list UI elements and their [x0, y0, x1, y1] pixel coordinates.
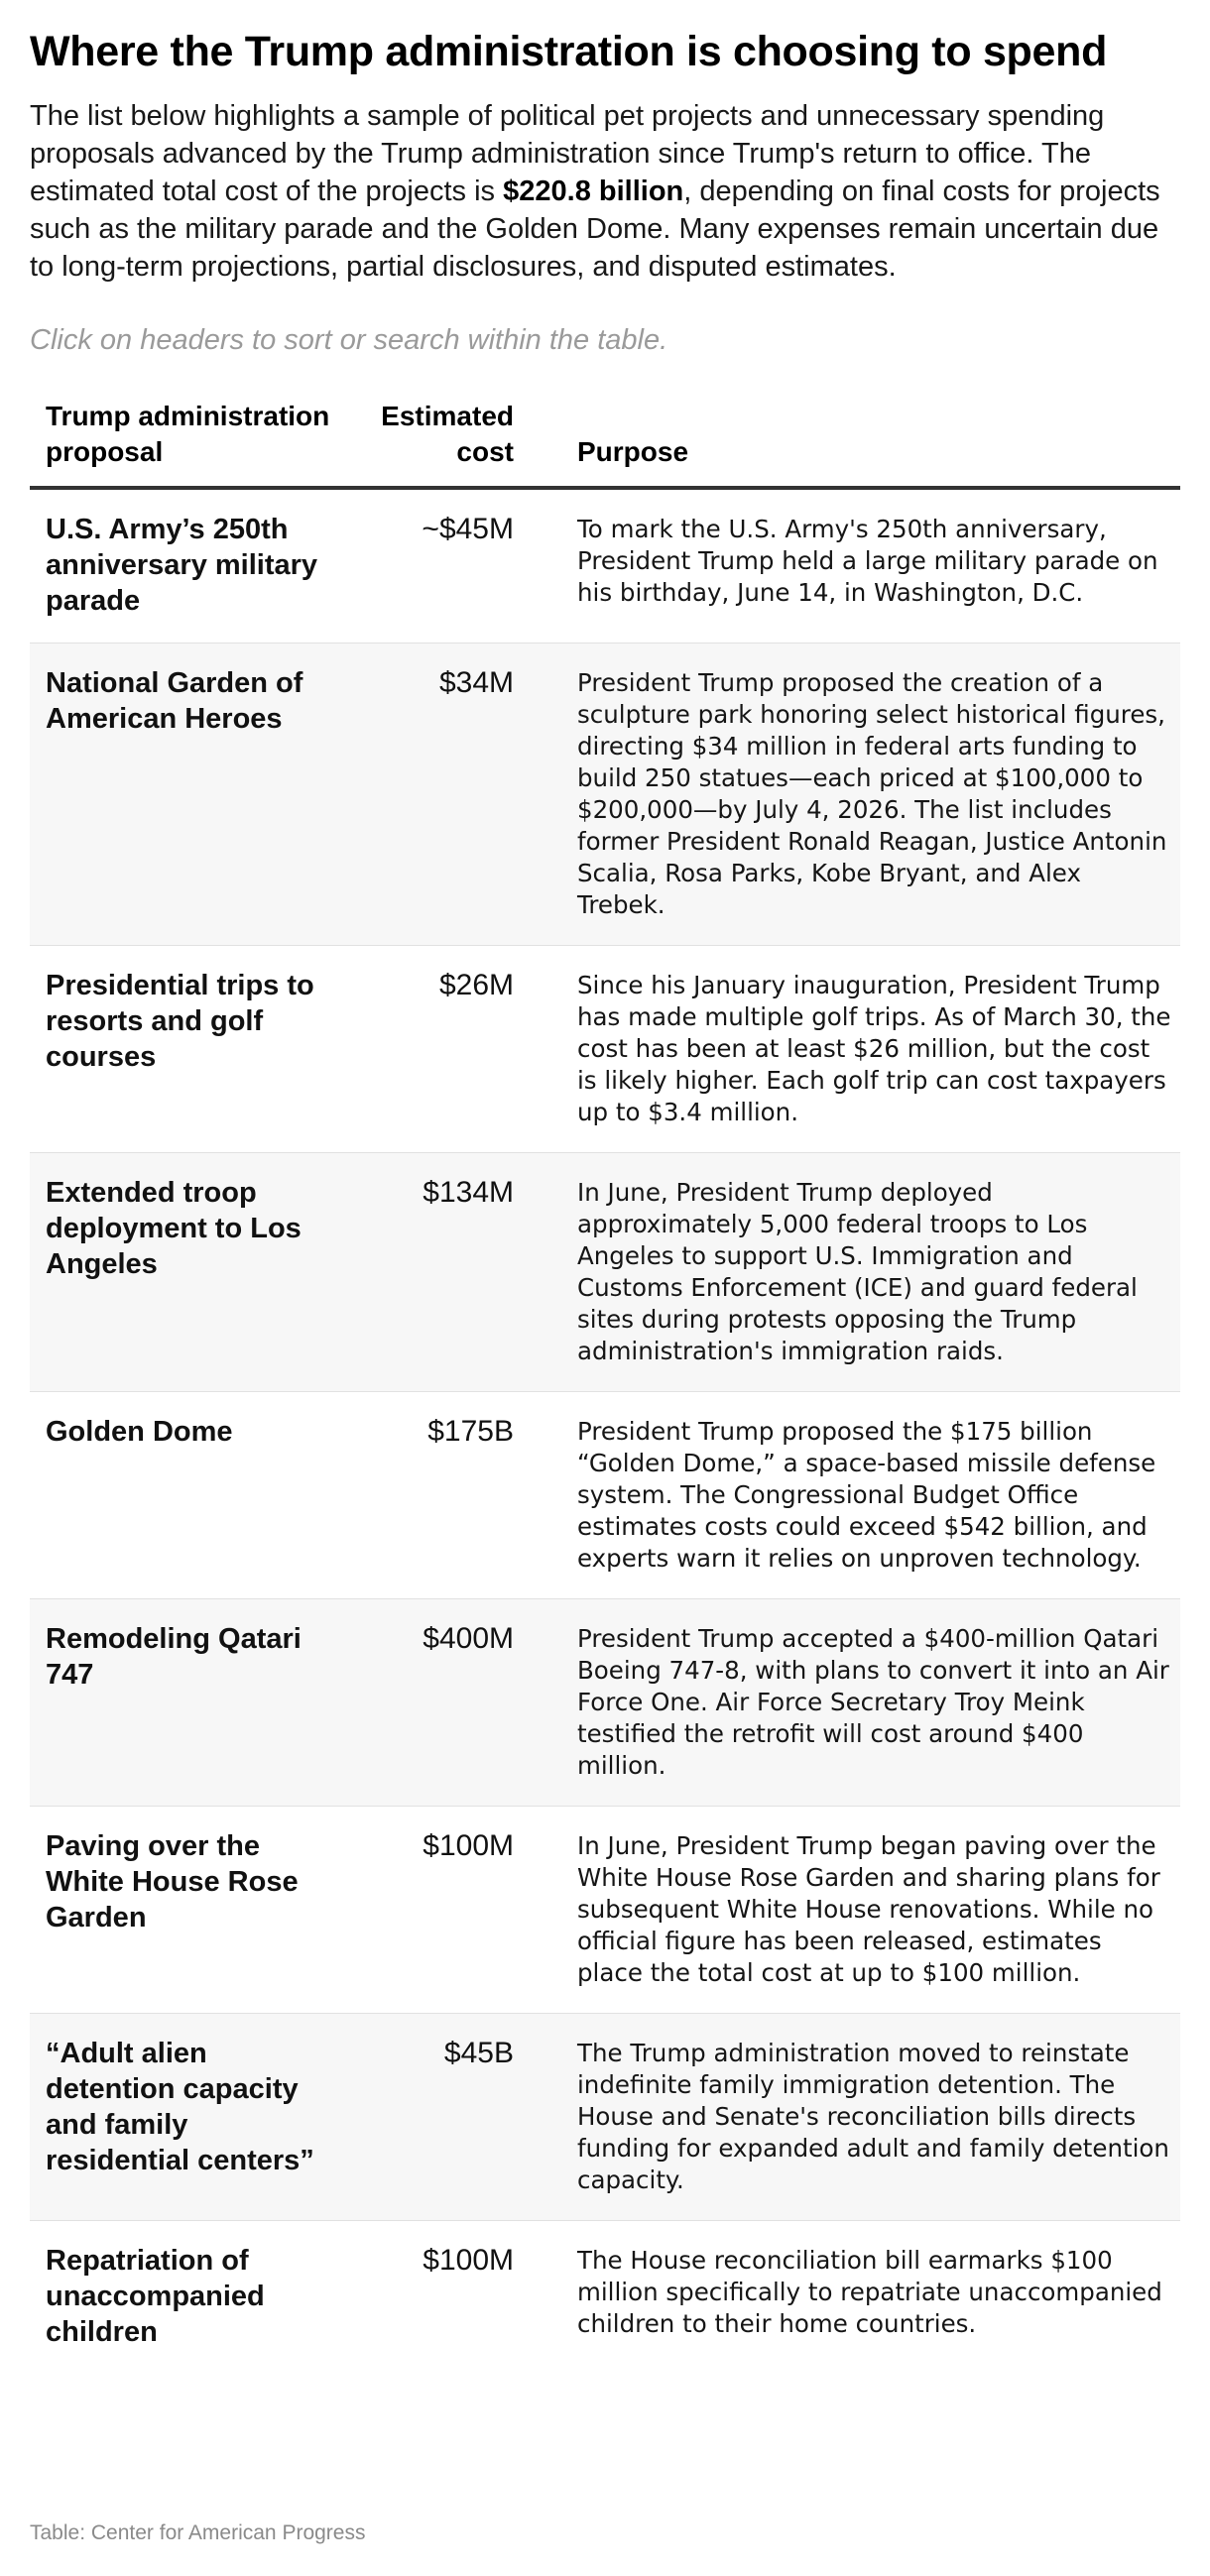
purpose-cell: President Trump proposed the creation of a sculpture park honoring select historical figures, directing $34 million in federal arts funding to build 250 statues—each priced at $100,000 to $200,000—by July 4, 2026. The list includes former President Ronald Reagan, Justice Antonin Scalia, Rosa Parks, Kobe Bryant, and Alex Trebek. [577, 668, 1167, 919]
purpose-cell: The Trump administration moved to reinstate indefinite family immigration detention. The House and Senate's reconciliation bills directs funding for expanded adult and family detention capacity. [577, 2039, 1169, 2194]
header-purpose[interactable]: Purpose [530, 399, 1180, 488]
intro-text-after: , depending on final costs for projects such as the military parade and the Golden Dome. Many expenses remain uncertain due to long-term projections, partial disclosures, and disputed estimates. [30, 176, 1160, 283]
cost-cell: $26M [438, 969, 514, 1001]
table-row [30, 1153, 1180, 1392]
intro-total-cost: $220.8 billion [503, 176, 684, 207]
table-body [30, 488, 1180, 2374]
proposal-cell: Golden Dome [46, 1416, 233, 1448]
proposal-cell: Extended troop deployment to Los Angeles [46, 1177, 302, 1280]
page-title: Where the Trump administration is choosing to spend [30, 28, 1108, 75]
table-row [30, 2014, 1180, 2221]
cost-cell: $175B [427, 1415, 514, 1448]
header-estimated-cost[interactable]: Estimated cost [352, 399, 530, 488]
purpose-cell: President Trump accepted a $400-million Qatari Boeing 747-8, with plans to convert it into an Air Force One. Air Force Secretary Troy Meink testified the retrofit will cost around $400 million. [577, 1624, 1169, 1780]
proposal-cell: Presidential trips to resorts and golf courses [46, 970, 314, 1073]
table-row [30, 2221, 1180, 2375]
source-credit: Table: Center for American Progress [30, 2521, 366, 2544]
purpose-cell: To mark the U.S. Army's 250th anniversary, President Trump held a large military parade on his birthday, June 14, in Washington, D.C. [577, 515, 1158, 607]
table-row [30, 644, 1180, 946]
table-row [30, 1807, 1180, 2014]
proposal-cell: Repatriation of unaccompanied children [46, 2245, 265, 2348]
table-row [30, 946, 1180, 1153]
intro-text-before: The list below highlights a sample of political pet projects and unnecessary spending proposals advanced by the Trump administration since Trump's return to office. The estimated total cost of the projects is [30, 100, 1105, 207]
spending-table [30, 399, 1180, 2374]
table-row [30, 1599, 1180, 1807]
table-header [30, 399, 1180, 488]
cost-cell: $100M [423, 1829, 514, 1862]
proposal-cell: Remodeling Qatari 747 [46, 1623, 302, 1691]
table-hint: Click on headers to sort or search within the table. [30, 324, 668, 356]
proposal-cell: Paving over the White House Rose Garden [46, 1830, 299, 1933]
purpose-cell: President Trump proposed the $175 billion “Golden Dome,” a space-based missile defense system. The Congressional Budget Office estimates costs could exceed $542 billion, and experts warn it relies on unproven technology. [577, 1417, 1156, 1573]
intro-paragraph [30, 97, 1180, 286]
cost-cell: ~$45M [422, 513, 514, 545]
cost-cell: $400M [423, 1622, 514, 1655]
proposal-cell: U.S. Army’s 250th anniversary military parade [46, 514, 318, 617]
table-row [30, 1392, 1180, 1599]
cost-cell: $34M [438, 666, 514, 699]
proposal-cell: “Adult alien detention capacity and family residential centers” [46, 2038, 314, 2176]
purpose-cell: In June, President Trump began paving over the White House Rose Garden and sharing plans for subsequent White House renovations. While no official figure has been released, estimates place the total cost at up to $100 million. [577, 1831, 1160, 1987]
purpose-cell: The House reconciliation bill earmarks $100 million specifically to repatriate unaccompanied children to their home countries. [577, 2246, 1162, 2338]
table-row [30, 488, 1180, 644]
cost-cell: $134M [423, 1176, 514, 1209]
header-proposal[interactable]: Trump administration proposal [30, 399, 352, 488]
proposal-cell: National Garden of American Heroes [46, 667, 303, 735]
cost-cell: $100M [423, 2244, 514, 2277]
purpose-cell: In June, President Trump deployed approximately 5,000 federal troops to Los Angeles to support U.S. Immigration and Customs Enforcement (ICE) and guard federal sites during protests opposing the Trump administration's immigration raids. [577, 1178, 1138, 1365]
purpose-cell: Since his January inauguration, President Trump has made multiple golf trips. As of March 30, the cost has been at least $26 million, but the cost is likely higher. Each golf trip can cost taxpayers up to $3.4 million. [577, 971, 1171, 1126]
table-header-row [30, 399, 1180, 488]
cost-cell: $45B [443, 2037, 514, 2069]
